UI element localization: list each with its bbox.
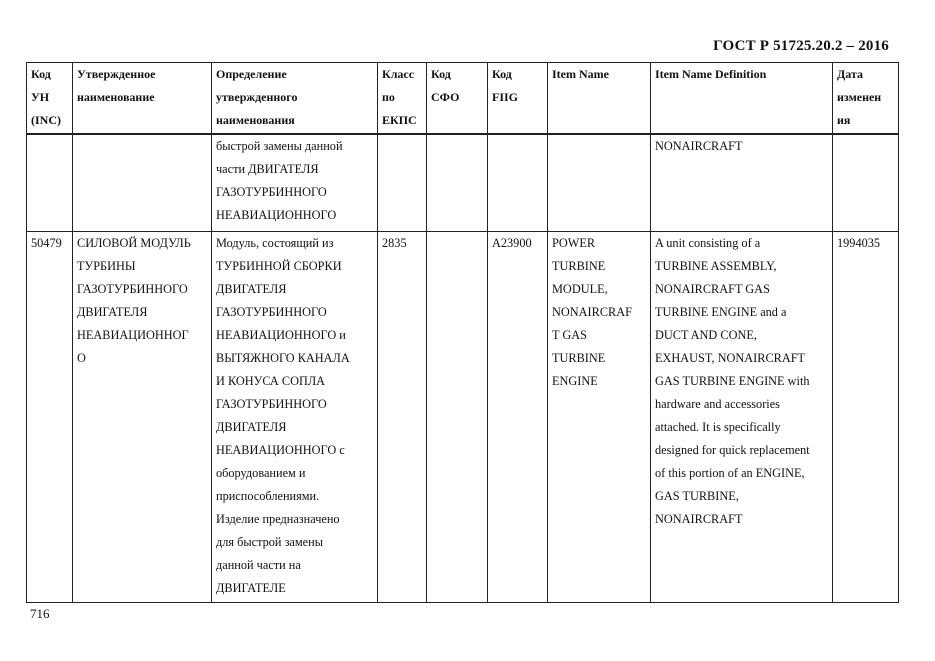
- text-line: быстрой замены данной: [216, 139, 343, 153]
- text-line: (INC): [31, 113, 61, 127]
- text-line: части ДВИГАТЕЛЯ: [216, 162, 319, 176]
- text-line: TURBINE: [552, 259, 606, 273]
- text-line: Класс: [382, 67, 415, 81]
- text-line: ЕКПС: [382, 113, 417, 127]
- header-change-date: [833, 63, 899, 135]
- text-line: hardware and accessories: [655, 397, 780, 411]
- cell-date: [833, 134, 899, 232]
- text-line: MODULE,: [552, 282, 608, 296]
- text-line: Дата: [837, 67, 863, 81]
- text-line: A unit consisting of a: [655, 236, 761, 250]
- text-line: Изделие предназначено: [216, 512, 340, 526]
- cell-sfo: [427, 134, 488, 232]
- cell-definition-ru: [212, 232, 378, 603]
- cell-class: 2835: [378, 232, 427, 603]
- text-line: ENGINE: [552, 374, 598, 388]
- text-line: ТУРБИНЫ: [77, 259, 136, 273]
- text-line: NONAIRCRAFT: [655, 139, 743, 153]
- text-line: ДВИГАТЕЛЯ: [216, 420, 287, 434]
- text-line: NONAIRCRAF: [552, 305, 632, 319]
- text-line: TURBINE: [552, 351, 606, 365]
- text-line: утвержденного: [216, 90, 298, 104]
- text-line: НЕАВИАЦИОННОГО и: [216, 328, 346, 342]
- text-line: ГАЗОТУРБИННОГО: [216, 397, 327, 411]
- cell-sfo: [427, 232, 488, 603]
- text-line: О: [77, 351, 86, 365]
- header-sfo: [427, 63, 488, 135]
- text-line: для быстрой замены: [216, 535, 323, 549]
- text-line: Утвержденное: [77, 67, 156, 81]
- text-line: наименование: [77, 90, 155, 104]
- text-line: НЕАВИАЦИОННОГО с: [216, 443, 345, 457]
- text-line: FIIG: [492, 90, 519, 104]
- text-line: изменен: [837, 90, 882, 104]
- cell-fiig: [488, 134, 548, 232]
- text-line: Код: [431, 67, 451, 81]
- text-line: наименования: [216, 113, 295, 127]
- nomenclature-table: [26, 62, 899, 603]
- text-line: СИЛОВОЙ МОДУЛЬ: [77, 236, 191, 250]
- text-line: GAS TURBINE,: [655, 489, 739, 503]
- text-line: T GAS: [552, 328, 587, 342]
- text-line: EXHAUST, NONAIRCRAFT: [655, 351, 806, 365]
- text-line: НЕАВИАЦИОННОГ: [77, 328, 189, 342]
- cell-definition-en: [651, 134, 833, 232]
- cell-inc: [27, 134, 73, 232]
- cell-approved-name: [73, 232, 212, 603]
- text-line: designed for quick replacement: [655, 443, 810, 457]
- text-line: ТУРБИННОЙ СБОРКИ: [216, 259, 342, 273]
- header-inc: [27, 63, 73, 135]
- text-line: DUCT AND CONE,: [655, 328, 757, 342]
- text-line: ГАЗОТУРБИННОГО: [216, 185, 327, 199]
- cell-class: [378, 134, 427, 232]
- text-line: ДВИГАТЕЛЯ: [77, 305, 148, 319]
- text-line: ВЫТЯЖНОГО КАНАЛА: [216, 351, 350, 365]
- text-line: УН: [31, 90, 50, 104]
- text-line: GAS TURBINE ENGINE with: [655, 374, 810, 388]
- header-approved-name: [73, 63, 212, 135]
- text-line: TURBINE ENGINE and a: [655, 305, 787, 319]
- text-line: NONAIRCRAFT GAS: [655, 282, 770, 296]
- text-line: TURBINE ASSEMBLY,: [655, 259, 777, 273]
- table-row-continuation: [27, 134, 899, 232]
- text-line: of this portion of an ENGINE,: [655, 466, 805, 480]
- document-standard-header: ГОСТ Р 51725.20.2 – 2016: [713, 38, 889, 54]
- text-line: оборудованием и: [216, 466, 306, 480]
- text-line: НЕАВИАЦИОННОГО: [216, 208, 337, 222]
- cell-date: 1994035: [833, 232, 899, 603]
- header-class: [378, 63, 427, 135]
- text-line: POWER: [552, 236, 596, 250]
- header-item-name-definition: [651, 63, 833, 135]
- cell-definition-ru: [212, 134, 378, 232]
- text-line: И КОНУСА СОПЛА: [216, 374, 326, 388]
- text-line: Код: [31, 67, 51, 81]
- text-line: ГАЗОТУРБИННОГО: [77, 282, 188, 296]
- table-header-row: [27, 63, 899, 135]
- page-number: 716: [30, 606, 50, 621]
- text-line: СФО: [431, 90, 460, 104]
- text-line: Item Name: [552, 67, 609, 81]
- text-line: ия: [837, 113, 851, 127]
- text-line: ДВИГАТЕЛЕ: [216, 581, 286, 595]
- header-fiig: [488, 63, 548, 135]
- header-name-definition-ru: [212, 63, 378, 135]
- text-line: Код: [492, 67, 512, 81]
- header-item-name: [548, 63, 651, 135]
- cell-inc: 50479: [27, 232, 73, 603]
- text-line: по: [382, 90, 395, 104]
- text-line: ГАЗОТУРБИННОГО: [216, 305, 327, 319]
- text-line: данной части на: [216, 558, 301, 572]
- text-line: Модуль, состоящий из: [216, 236, 334, 250]
- cell-item-name: [548, 134, 651, 232]
- cell-fiig: A23900: [488, 232, 548, 603]
- text-line: attached. It is specifically: [655, 420, 781, 434]
- text-line: NONAIRCRAFT: [655, 512, 743, 526]
- cell-definition-en: [651, 232, 833, 603]
- cell-item-name: [548, 232, 651, 603]
- text-line: Определение: [216, 67, 287, 81]
- text-line: приспособлениями.: [216, 489, 320, 503]
- table-row: [27, 232, 899, 603]
- cell-approved-name: [73, 134, 212, 232]
- text-line: Item Name Definition: [655, 67, 767, 81]
- text-line: ДВИГАТЕЛЯ: [216, 282, 287, 296]
